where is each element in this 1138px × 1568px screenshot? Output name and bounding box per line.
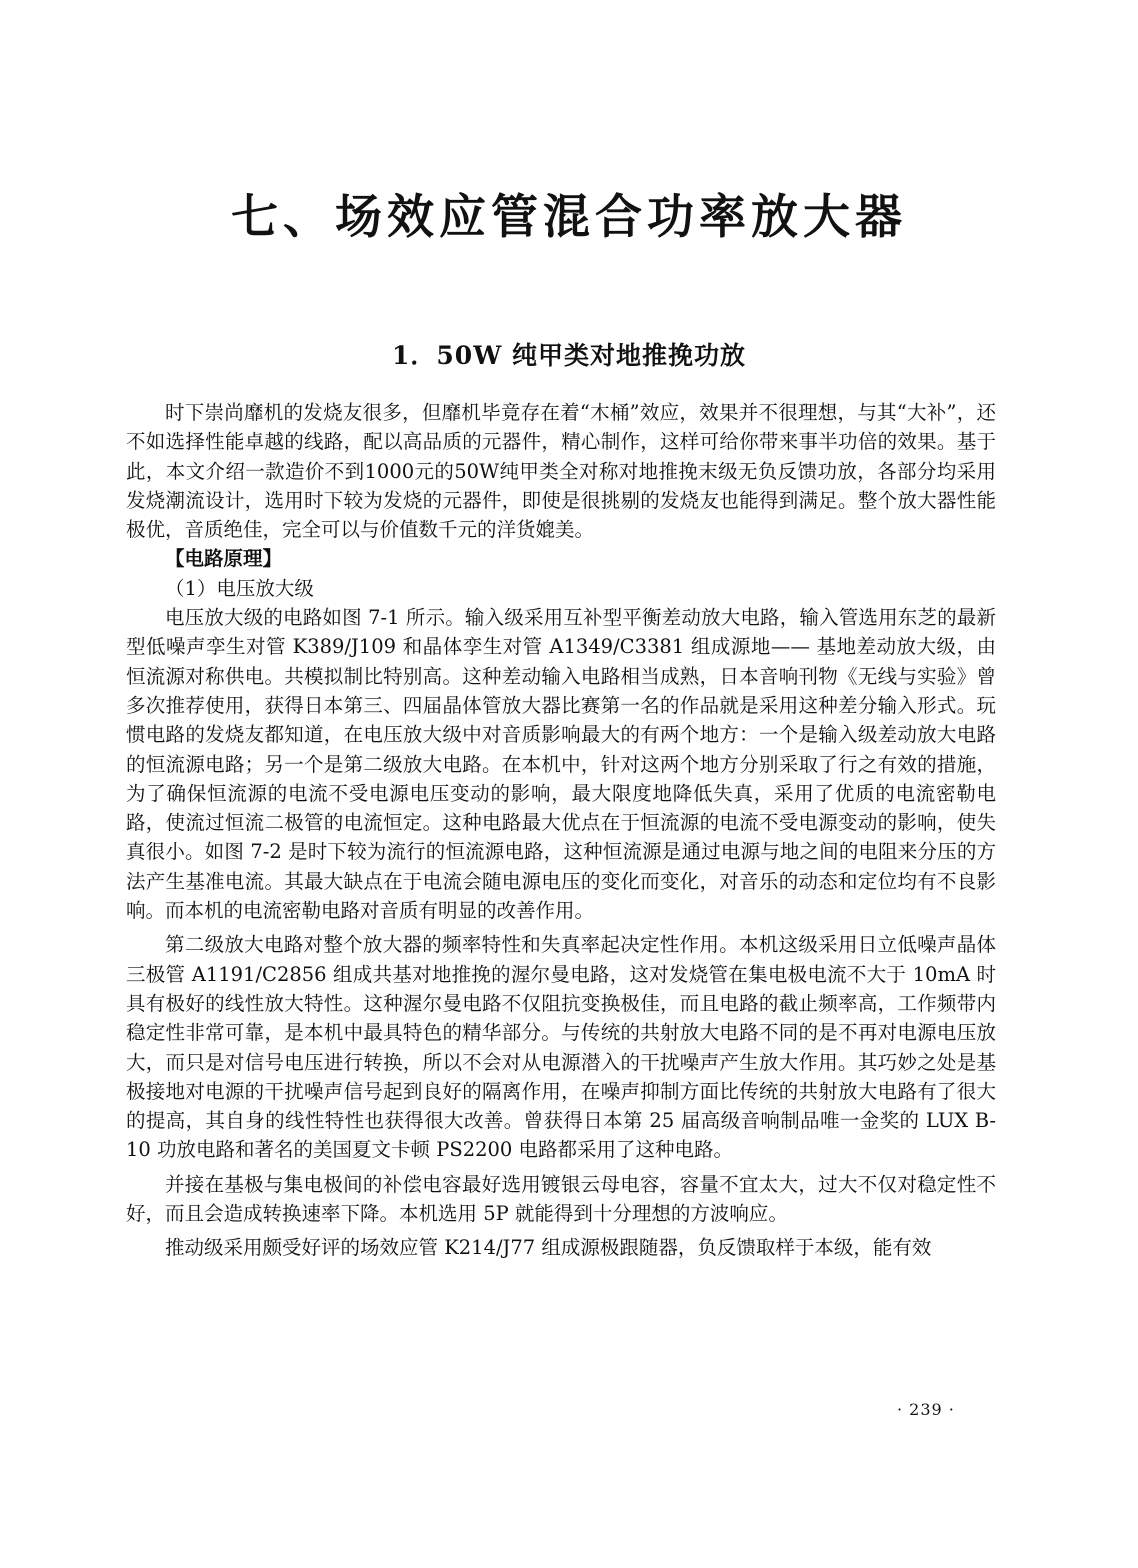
- section-title: 1．50W 纯甲类对地推挽功放: [392, 341, 746, 370]
- chapter-title: 七、场效应管混合功率放大器: [231, 190, 907, 245]
- subsection-heading-voltage-amp: （1）电压放大级: [165, 576, 314, 600]
- subsection-heading-circuit-principle: 【电路原理】: [165, 547, 283, 571]
- paragraph-driver-stage: 推动级采用颇受好评的场效应管 K214/J77 组成源极跟随器，负反馈取样于本级，能有效: [165, 1236, 932, 1260]
- body-text: [126, 398, 996, 1263]
- paragraph-voltage-amp: 电压放大级的电路如图 7-1 所示。输入级采用互补型平衡差动放大电路，输入管选用东芝的最新型低噪声孪生对管 K389/J109 和晶体孪生对管 A1349/C3381 组成源地—— 基地差动放大级，由恒流源对称供电。共模拟制比特别高。这种差动输入电路相当成熟，日本音响刊物《无线与实验》曾多次推荐使用，获得日本第三、四届晶体管放大器比赛第一名的作品就是采用这种差分输入形式。玩惯电路的发烧友都知道，在电压放大级中对音质影响最大的有两个地方：一个是输入级差动放大电路的恒流源电路；另一个是第二级放大电路。在本机中，针对这两个地方分别采取了行之有效的措施，为了确保恒流源的电流不受电源电压变动的影响，最大限度地降低失真，采用了优质的电流密勒电路，使流过恒流二极管的电流恒定。这种电路最大优点在于恒流源的电流不受电源变动的影响，使失真很小。如图 7-2 是时下较为流行的恒流源电路，这种恒流源是通过电源与地之间的电阻来分压的方法产生基准电流。其最大缺点在于电流会随电源电压的变化而变化，对音乐的动态和定位均有不良影响。而本机的电流密勒电路对音质有明显的改善作用。: [126, 606, 996, 923]
- paragraph-compensation-cap: 并接在基极与集电极间的补偿电容最好选用镀银云母电容，容量不宜太大，过大不仅对稳定性不好，而且会造成转换速率下降。本机选用 5P 就能得到十分理想的方波响应。: [126, 1172, 996, 1226]
- paragraph-second-stage: 第二级放大电路对整个放大器的频率特性和失真率起决定性作用。本机这级采用日立低噪声晶体三极管 A1191/C2856 组成共基对地推挽的渥尔曼电路，这对发烧管在集电极电流不大于 10mA 时具有极好的线性放大特性。这种渥尔曼电路不仅阻抗变换极佳，而且电路的截止频率高，工作频带内稳定性非常可靠，是本机中最具特色的精华部分。与传统的共射放大电路不同的是不再对电源电压放大，而只是对信号电压进行转换，所以不会对从电源潜入的干扰噪声产生放大作用。其巧妙之处是基极接地对电源的干扰噪声信号起到良好的隔离作用，在噪声抑制方面比传统的共射放大电路有了很大的提高，其自身的线性特性也获得很大改善。曾获得日本第 25 届高级音响制品唯一金奖的 LUX B-10 功放电路和著名的美国夏文卡顿 PS2200 电路都采用了这种电路。: [126, 933, 996, 1162]
- intro-paragraph: 时下崇尚靡机的发烧友很多，但靡机毕竟存在着“木桶”效应，效果并不很理想，与其“大补”，还不如选择性能卓越的线路，配以高品质的元器件，精心制作，这样可给你带来事半功倍的效果。基于此，本文介绍一款造价不到1000元的50W纯甲类全对称对地推挽末级无负反馈功放，各部分均采用发烧潮流设计，选用时下较为发烧的元器件，即使是很挑剔的发烧友也能得到满足。整个放大器性能极优，音质绝佳，完全可以与价值数千元的洋货媲美。: [126, 401, 996, 542]
- page-number: · 239 ·: [897, 1400, 955, 1419]
